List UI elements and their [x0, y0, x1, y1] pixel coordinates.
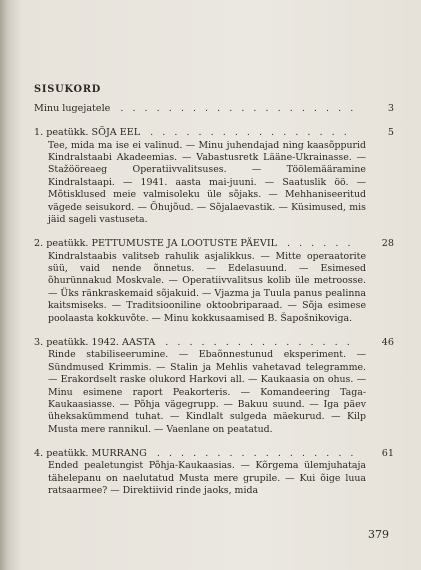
toc-page-number: 46	[381, 337, 394, 349]
chapter-title: 4. peatükk. MURRANG	[34, 448, 147, 460]
toc-chapter-1	[34, 127, 394, 226]
chapter-title: 3. peatükk. 1942. AASTA	[34, 337, 156, 349]
chapter-title-row	[34, 127, 394, 139]
toc-chapter-3	[34, 337, 394, 436]
chapter-description: Kindralstaabis valitseb rahulik asjalikkus. — Mitte operaatorite süü, vaid nende õnnetus. — Edelasuund. — Esimesed õhurünnakud Moskvale. — Operatiivvalitsus kolib üle metroosse. — Üks ränkraskemaid sõjakuid. — Vjazma ja Tuula panus pealinna kaitsmiseks. — Traditsiooniline oktoobriparaad. — Sõja esimese poolaasta kokkuvõte. — Minu kokkusaamised B. Šapošnikoviga.	[48, 250, 366, 324]
dot-leader	[165, 337, 354, 349]
toc-chapter-4	[34, 448, 394, 497]
toc-entry-label: Minu lugejatele	[34, 103, 111, 115]
dot-leader	[287, 238, 354, 250]
toc-entry-intro	[34, 103, 394, 115]
page-folio-number: 379	[368, 528, 389, 541]
toc-chapter-2	[34, 238, 394, 325]
chapter-description: Ended pealetungist Põhja-Kaukaasias. — Kõrgema ülemjuhataja tähelepanu on naelutatud Musta mere grupile. — Kui õige luua ratsaarmee? — Direktiivid rinde jaoks, mida	[48, 460, 366, 497]
dot-leader	[150, 127, 354, 139]
chapter-title: 1. peatükk. SÕJA EEL	[34, 127, 141, 139]
toc-page-number: 5	[387, 127, 394, 139]
toc-page-number: 61	[381, 448, 394, 460]
chapter-title-row	[34, 238, 394, 250]
chapter-title: 2. peatükk. PETTUMUSTE JA LOOTUSTE PÄEVIL	[34, 238, 277, 250]
toc-page-number: 28	[381, 238, 394, 250]
table-of-contents	[34, 84, 394, 498]
dot-leader	[120, 103, 354, 115]
chapter-title-row	[34, 337, 394, 349]
chapter-description: Tee, mida ma ise ei valinud. — Minu juhendajad ning kaasõppurid Kindralstaabi Akadeemias. — Vabastusretk Lääne-Ukrainasse. — Stažööreaeg Operatiivvalitsuses. — Töölemääramine Kindralstaapi. — 1941. aasta mai-juuni. — Saatuslik öö. — Mõtisklused meie valmisoleku üle sõjaks. — Mehhaniseeritud vägede seisukord. — Õhujõud. — Sõjalaevastik. — Küsimused, mis jäid sageli vastuseta.	[48, 139, 366, 226]
chapter-description: Rinde stabiliseerumine. — Ebaõnnestunud eksperiment. — Sündmused Krimmis. — Stalin ja Mehlis vahetavad telegramme. — Erakordselt raske olukord Harkovi all. — Kaukaasia on ohus. — Minu esimene raport Peakorteris. — Komandeering Taga-Kaukaasiasse. — Põhja vägegrupp. — Bakuu suund. — Iga päev üheksakümmend tuhat. — Kindlalt sulgeda mäekurud. — Kilp Musta mere rannikul. — Vaenlane on peatatud.	[48, 349, 366, 435]
dot-leader	[157, 448, 354, 460]
chapter-title-row	[34, 448, 394, 460]
toc-page-number: 3	[387, 103, 394, 115]
toc-heading: SISUKORD	[34, 84, 102, 95]
